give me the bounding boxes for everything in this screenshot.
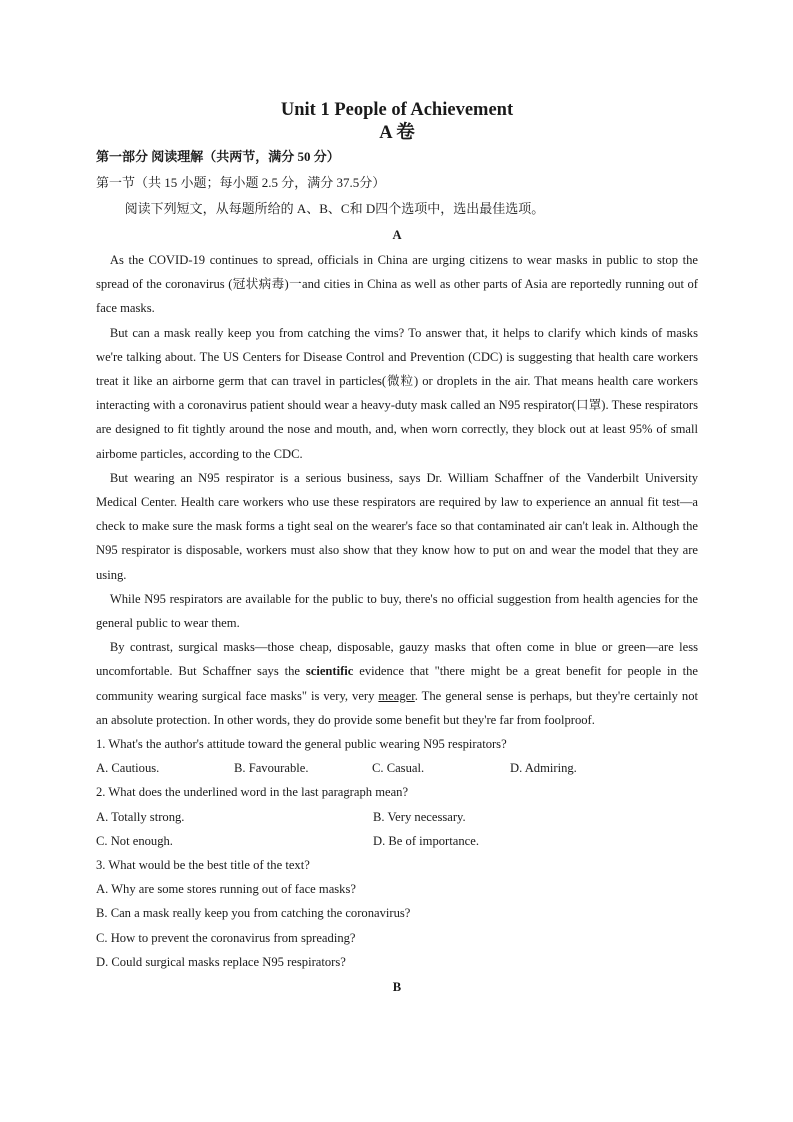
q2-option-b: B. Very necessary. (373, 809, 466, 824)
q3-option-b: B. Can a mask really keep you from catching the coronavirus? (96, 906, 411, 921)
q1-option-a: A. Cautious. (96, 761, 160, 776)
p5-part-a: By contrast, surgical masks—those cheap, disposable, gauzy masks that often come in blue or green—are less uncomfortable. But Schaffner says the (96, 640, 698, 679)
q3-option-c: C. How to prevent the coronavirus from spreading? (96, 930, 356, 945)
q1-option-c: C. Casual. (372, 761, 425, 776)
question-3-stem: 3. What would be the best title of the text? (96, 858, 310, 873)
q3-option-d: D. Could surgical masks replace N95 respirators? (96, 954, 346, 969)
question-1-options (96, 756, 698, 780)
question-2-options-row-1 (96, 805, 698, 829)
q2-option-c: C. Not enough. (96, 833, 173, 848)
passage-a-paragraph-3: But wearing an N95 respirator is a serious business, says Dr. William Schaffner of the Vanderbilt University Medical Center. Health care workers who use these respirators are required by law to experience an annual fit test—a check to make sure the mask forms a tight seal on the wearer's face so that contaminated air can't leak in. Although the N95 respirator is disposable, workers must also show that they know how to put on and wear the model that they are using. (96, 470, 698, 582)
passage-b-label: B (392, 980, 402, 995)
question-2-stem: 2. What does the underlined word in the last paragraph mean? (96, 785, 409, 800)
section-heading: 第一节（共 15 小题；每小题 2.5 分，满分 37.5分） (96, 175, 386, 190)
passage-a-paragraph-5 (96, 635, 698, 732)
q3-option-a: A. Why are some stores running out of face masks? (96, 882, 356, 897)
question-1-stem: 1. What's the author's attitude toward the general public wearing N95 respirators? (96, 737, 507, 752)
passage-a-label: A (392, 228, 402, 242)
underlined-word: meager (378, 688, 415, 703)
p5-part-b: evidence that "there might be a great benefit for people in the community wearing surgical face masks" is very, very (96, 664, 698, 703)
document-page (96, 96, 698, 1000)
q2-option-a: A. Totally strong. (96, 809, 185, 824)
q2-option-d: D. Be of importance. (373, 833, 479, 848)
instruction-text: 阅读下列短文，从每题所给的 A、B、C和 D四个选项中，选出最佳选项。 (124, 201, 545, 216)
volume-label: A 卷 (379, 123, 415, 143)
unit-title: Unit 1 People of Achievement (280, 100, 514, 120)
p5-part-c: . The general sense is perhaps, but they're certainly not an absolute protection. In other words, they do provide some benefit but they're far from foolproof. (96, 688, 699, 727)
question-2-options-row-2 (96, 829, 698, 853)
bold-keyword: scientific (305, 664, 354, 679)
passage-a-paragraph-2: But can a mask really keep you from catching the vims? To answer that, it helps to clarify which kinds of masks we're talking about. The US Centers for Disease Control and Prevention (CDC) is suggesting that health care workers treat it like an airborne germ that can travel in particles(微粒) or droplets in the air. That means health care workers interacting with a coronavirus patient should wear a heavy-duty mask called an N95 respirator(口罩). These respirators are designed to fit tightly around the nose and mouth, and, when worn correctly, they block out at least 95% of small airbome particles, according to the CDC. (96, 325, 698, 461)
part-heading: 第一部分 阅读理解（共两节，满分 50 分） (96, 149, 340, 164)
passage-a-paragraph-4: While N95 respirators are available for the public to buy, there's no official suggestion from health agencies for the general public to wear them. (96, 591, 698, 631)
q1-option-b: B. Favourable. (234, 761, 309, 776)
q1-option-d: D. Admiring. (510, 761, 577, 776)
passage-a-paragraph-1: As the COVID-19 continues to spread, officials in China are urging citizens to wear masks in public to stop the spread of the coronavirus (冠状病毒)一and cities in China as well as other parts of Asia are reportedly running out of face masks. (96, 253, 698, 316)
